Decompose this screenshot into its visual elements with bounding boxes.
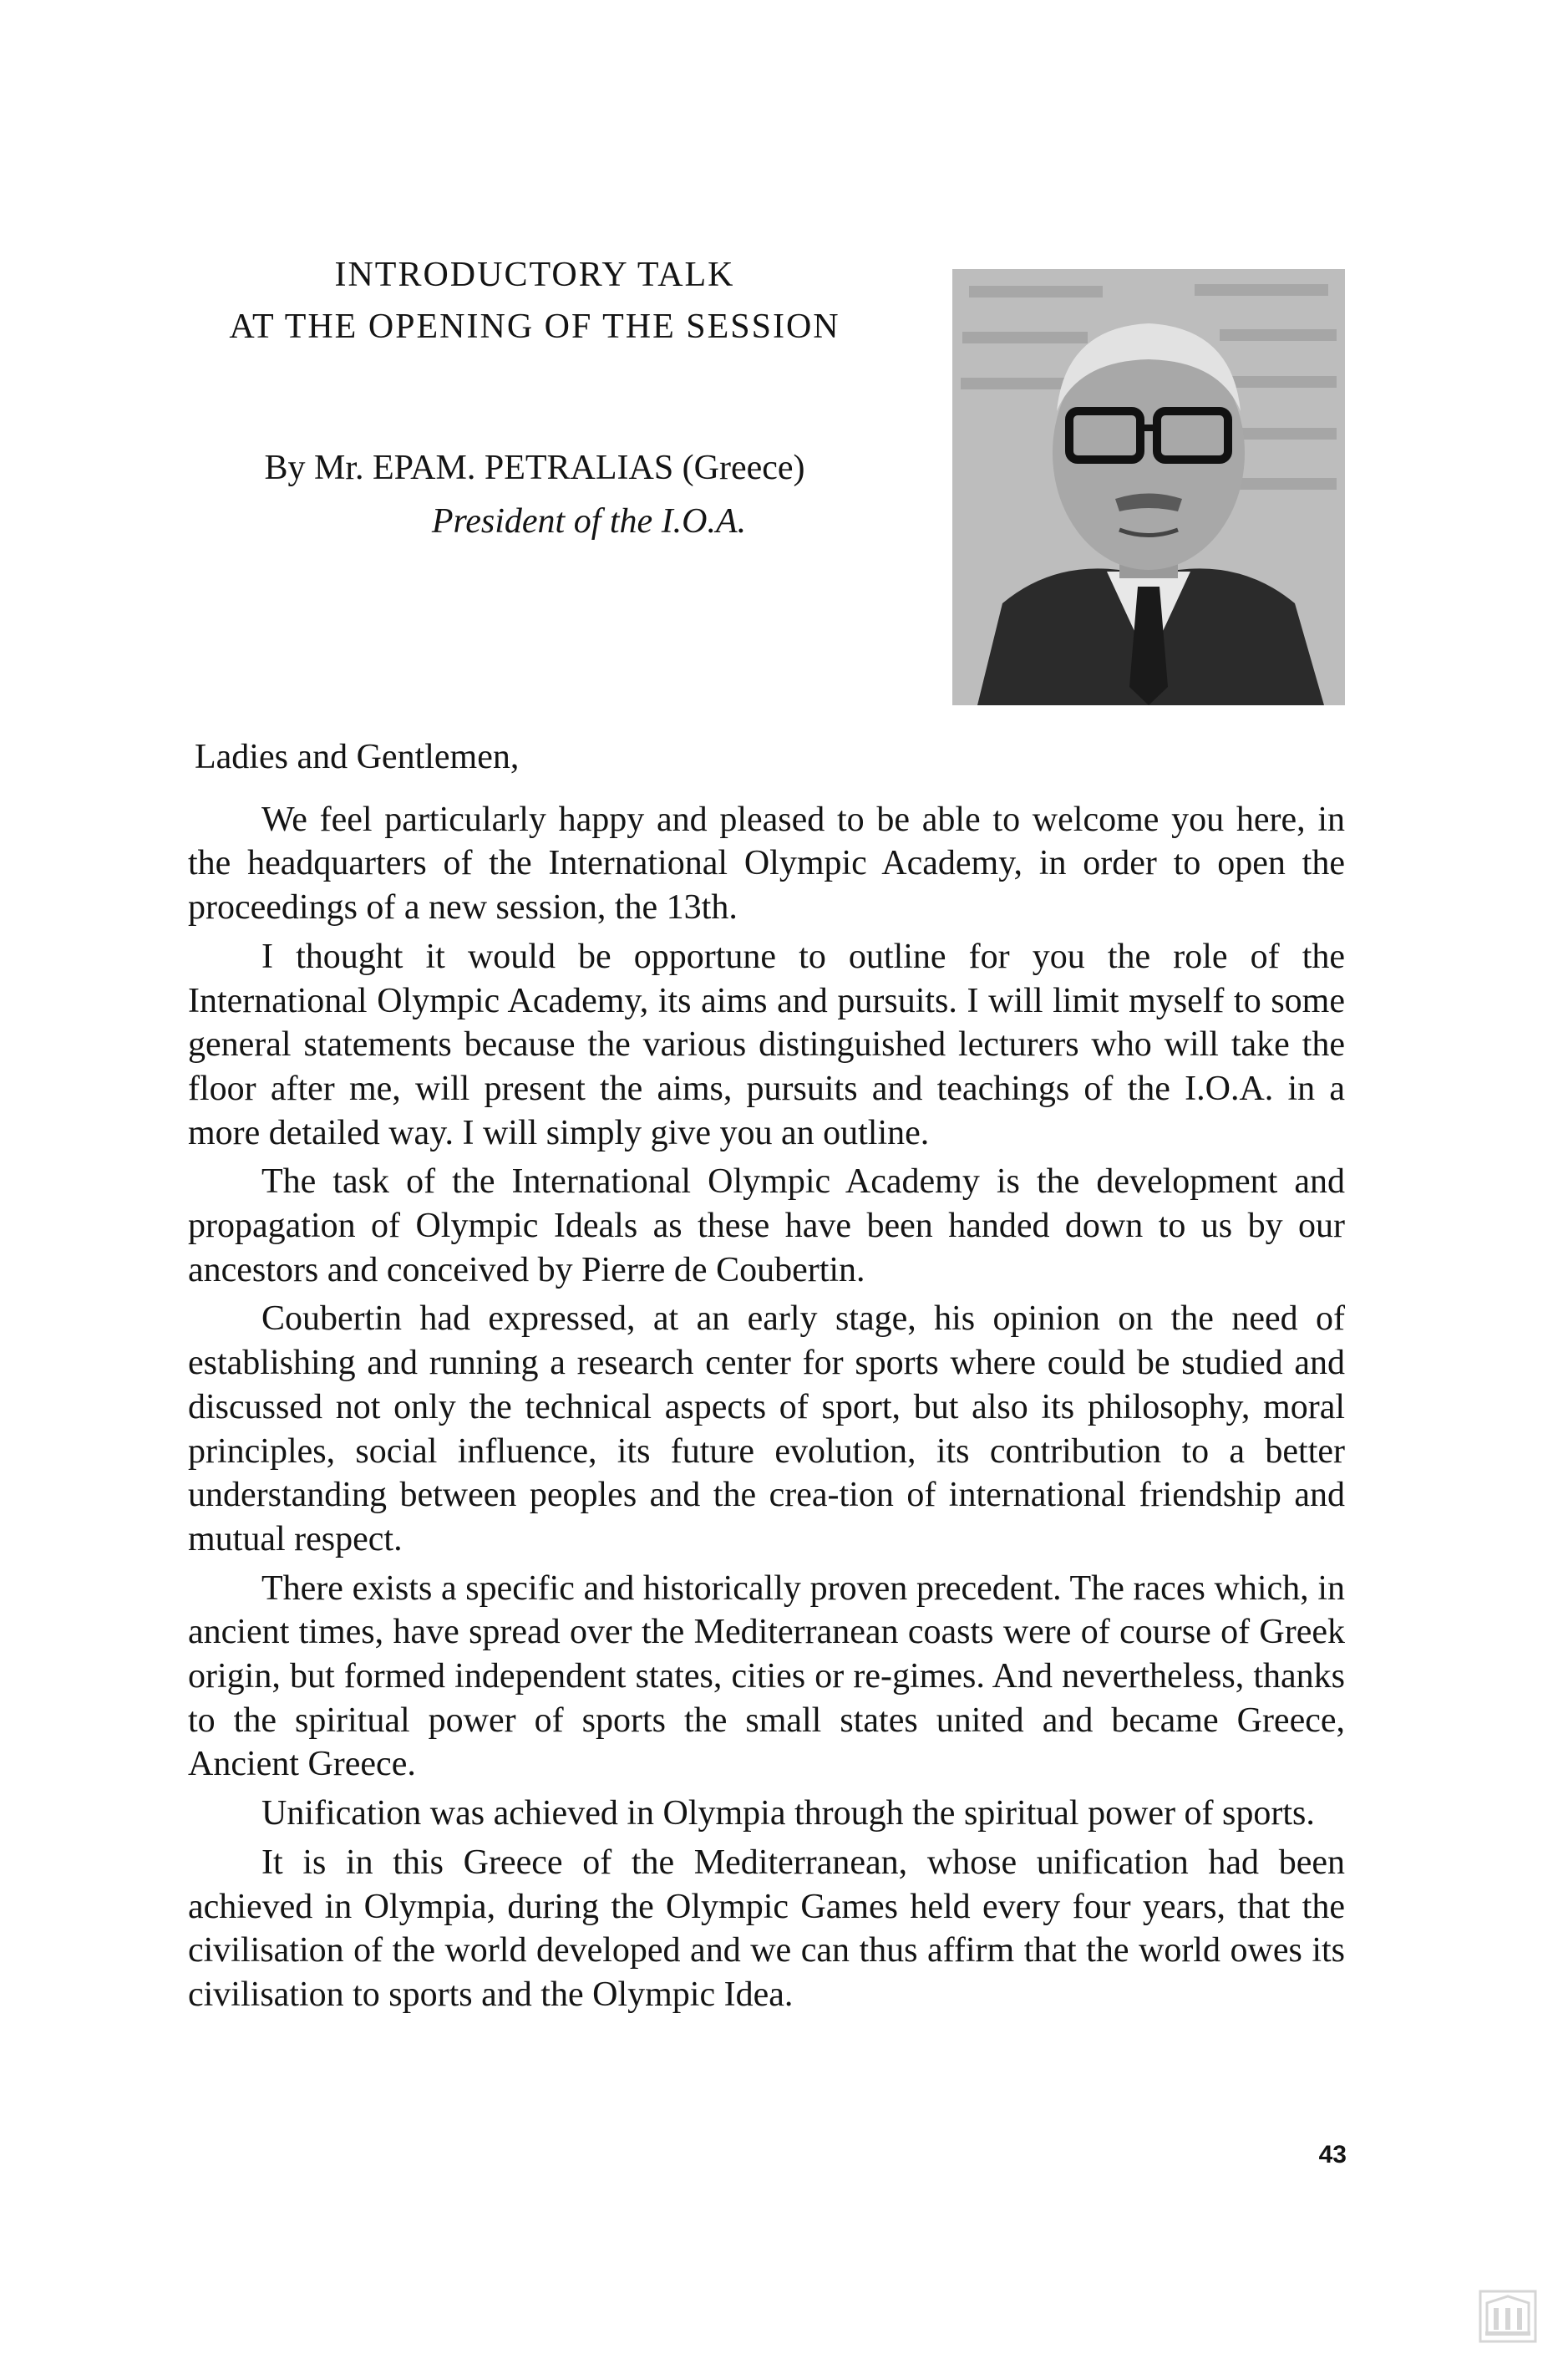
author-role: President of the I.O.A.: [431, 502, 747, 541]
title-line-2: AT THE OPENING OF THE SESSION: [229, 308, 840, 346]
paragraph-3: The task of the International Olympic Academy is the development and propagation of Olympic Ideals as these have been handed down to us by our ancestors and conceived by Pierre de Coubertin.: [188, 1162, 1345, 1289]
library-seal-icon: [1479, 2290, 1537, 2343]
author-block: [159, 441, 911, 548]
paragraph-2: I thought it would be opportune to outline for you the role of the International Olympic Academy, its aims and pursuits. I will limit myself to some general statements because the various distinguished lecturers who will take the floor after me, will present the aims, pursuits and teachings of the I.O.A. in a more detailed way. I will simply give you an outline.: [188, 937, 1345, 1152]
title-line-1: INTRODUCTORY TALK: [334, 256, 735, 294]
article-body: [188, 735, 1345, 2022]
page-number: 43: [1318, 2141, 1347, 2168]
paragraph-4: Coubertin had expressed, at an early stage, his opinion on the need of establishing and running a research center for sports where could be studied and discussed not only the technical aspects of sport, but also its philosophy, moral principles, social influence, its future evolution, its contribution to a better understanding between peoples and the crea-tion of international friendship and mutual respect.: [188, 1299, 1345, 1558]
paragraph-7: It is in this Greece of the Mediterranean, whose unification had been achieved in Olympia, during the Olympic Games held every four years, that the civilisation of the world developed and we can thus affirm that the world owes its civilisation to sports and the Olympic Idea.: [188, 1843, 1345, 2014]
portrait-photo-icon: [952, 269, 1345, 705]
author-byline: By Mr. EPAM. PETRALIAS (Greece): [264, 449, 805, 487]
page-title: [159, 249, 911, 353]
salutation: Ladies and Gentlemen,: [195, 738, 520, 776]
paragraph-6: Unification was achieved in Olympia through the spiritual power of sports.: [261, 1794, 1315, 1833]
portrait-photo: [952, 269, 1345, 705]
paragraph-1: We feel particularly happy and pleased to be able to welcome you here, in the headquarters of the International Olympic Academy, in order to open the proceedings of a new session, the 13th.: [188, 800, 1345, 928]
paragraph-5: There exists a specific and historically proven precedent. The races which, in ancient times, have spread over the Mediterranean coasts were of course of Greek origin, but formed independent states, cities or re-gimes. And nevertheless, thanks to the spiritual power of sports the small states united and became Greece, Ancient Greece.: [188, 1568, 1345, 1784]
